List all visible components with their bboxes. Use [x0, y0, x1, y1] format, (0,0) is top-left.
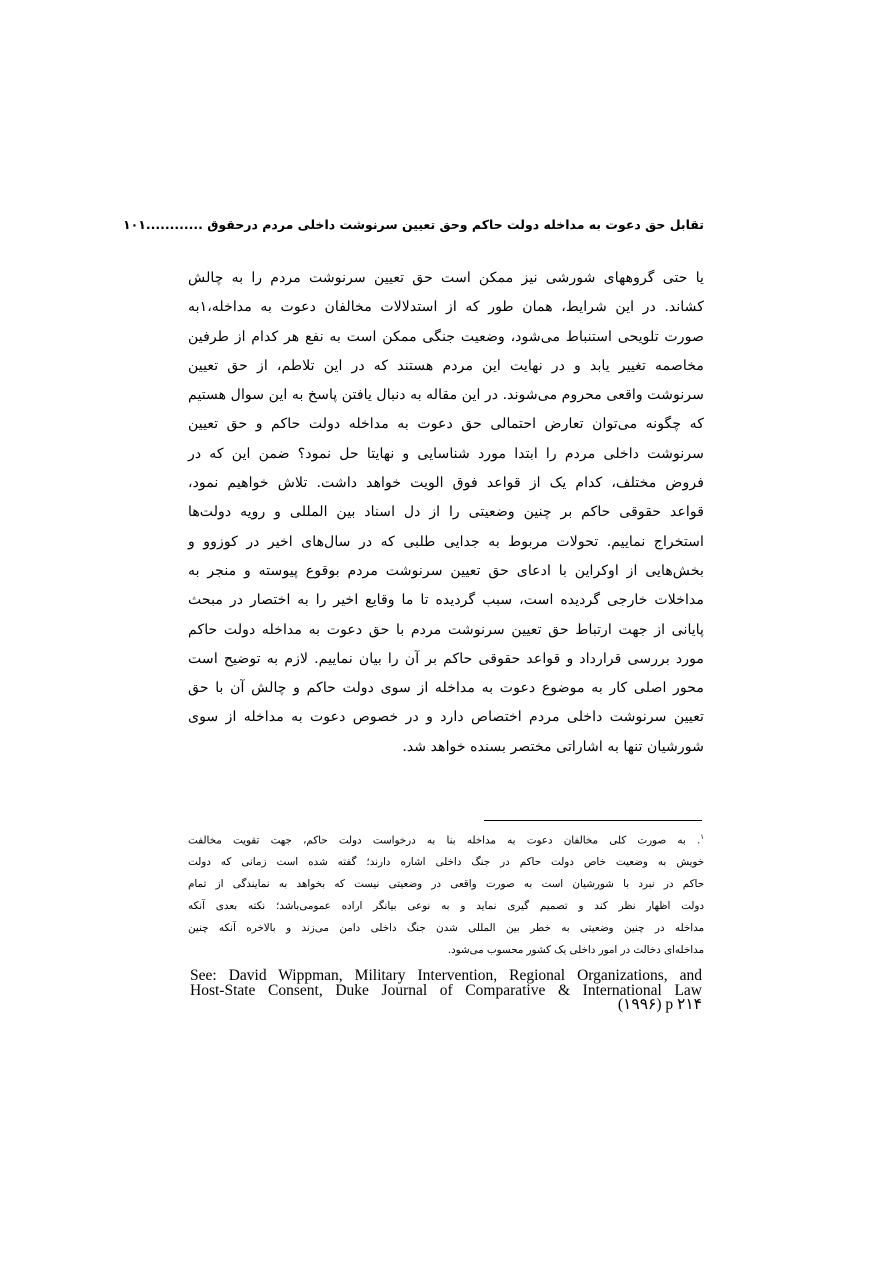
citation-line: (۱۹۹۶) p ۲۱۴ — [617, 996, 702, 1013]
footnote-marker: ۱ — [700, 833, 704, 841]
body-line: که چگونه می‌توان تعارض احتمالی حق دعوت به مداخله دولت حاکم و حق تعیین — [188, 416, 704, 433]
citation-line: See: David Wippman, Military Intervention, Regional Organizations, and — [190, 967, 702, 984]
body-line: مخاصمه تغییر یابد و در نهایت این مردم هستند که در این تلاطم، از حق تعیین — [188, 357, 704, 374]
body-line: محور اصلی کار به موضوع دعوت به مداخله از سوی دولت حاکم و چالش آن با حق — [188, 680, 704, 697]
body-line: صورت تلویحی استنباط می‌شود، وضعیت جنگی ممکن است به نفع هر کدام از طرفین — [188, 328, 704, 345]
body-line: کشاند. در این شرایط، همان طور که از استدلالات مخالفان دعوت به مداخله،۱به — [188, 299, 704, 316]
footnote-line: مداخله‌ای دخالت در امور داخلی یک کشور محسوب می‌شود. — [447, 944, 704, 957]
body-paragraph — [188, 264, 704, 762]
body-line: شورشیان تنها به اشاراتی مختصر بسنده خواهد شد. — [402, 738, 704, 755]
body-line: پایانی از جهت ارتباط حق تعیین سرنوشت مردم با حق دعوت به مداخله دولت حاکم — [188, 621, 704, 638]
footnote-line: مداخله در چنین وضعیتی به خطر بین المللی شدن جنگ داخلی دامن می‌زند و بالاخره آنکه چنین — [188, 922, 704, 935]
body-line: استخراج نماییم. تحولات مربوط به جدایی طلبی که در سال‌های اخیر در کوزوو و — [188, 533, 704, 550]
body-line: مداخلات خارجی گردیده است، سبب گردیده تا ما وقایع اخیر را به اختصار در مبحث — [188, 592, 704, 609]
footnote-line-text: . به صورت کلی مخالفان دعوت به مداخله بنا به درخواست دولت حاکم، جهت تقویت مخالفت — [188, 834, 701, 847]
body-line: سرنوشت داخلی مردم را ابتدا مورد شناسایی و نهایتا حل نمود؟ ضمن این که در — [188, 445, 704, 462]
footnote — [188, 826, 704, 961]
body-line: مورد بررسی قرارداد و قواعد حقوقی حاکم بر آن را بیان نماییم. لازم به توضیح است — [188, 650, 704, 667]
footnote-line: خویش به وضعیت خاص دولت حاکم در جنگ داخلی اشاره دارند؛ گفته شده است زمانی که دولت — [188, 856, 704, 869]
footnote-line: دولت اظهار نظر کند و تصمیم گیری نماید و به نوعی بیانگر اراده عمومی‌باشد؛ نکته بعدی آنکه — [188, 900, 704, 913]
body-line: فروض مختلف، کدام یک از قواعد فوق الویت خواهد داشت. تلاش خواهیم نمود، — [188, 475, 704, 492]
footnote-line: حاکم در نبرد با شورشیان است به صورت واقعی در وضعیتی نیست که بخواهد به نمایندگی از تمام — [188, 878, 704, 891]
body-line: بخش‌هایی از اوکراین با ادعای حق تعیین سرنوشت مردم بوقوع پیوسته و منجر به — [188, 562, 704, 579]
citation-line: Host-State Consent, Duke Journal of Comparative & International Law — [190, 981, 702, 999]
running-header: تقابل حق دعوت به مداخله دولت حاکم وحق تعیین سرنوشت داخلی مردم درحقوق ............۱۰۱ — [123, 217, 704, 232]
body-line: یا حتی گروههای شورشی نیز ممکن است حق تعیین سرنوشت مردم را به چالش — [188, 270, 704, 286]
body-line: قواعد حقوقی حاکم بر چنین وضعیتی را از دل اسناد بین المللی و رویه دولت‌ها — [188, 504, 704, 521]
body-line: تعیین سرنوشت داخلی مردم اختصاص دارد و در خصوص دعوت به مداخله از سوی — [188, 709, 704, 726]
body-line: سرنوشت واقعی محروم می‌شوند. در این مقاله به دنبال یافتن پاسخ به این سوال هستیم — [188, 387, 704, 404]
footnote-separator — [484, 820, 702, 821]
footnote-citation — [190, 969, 702, 1013]
footnote-line — [188, 826, 704, 851]
